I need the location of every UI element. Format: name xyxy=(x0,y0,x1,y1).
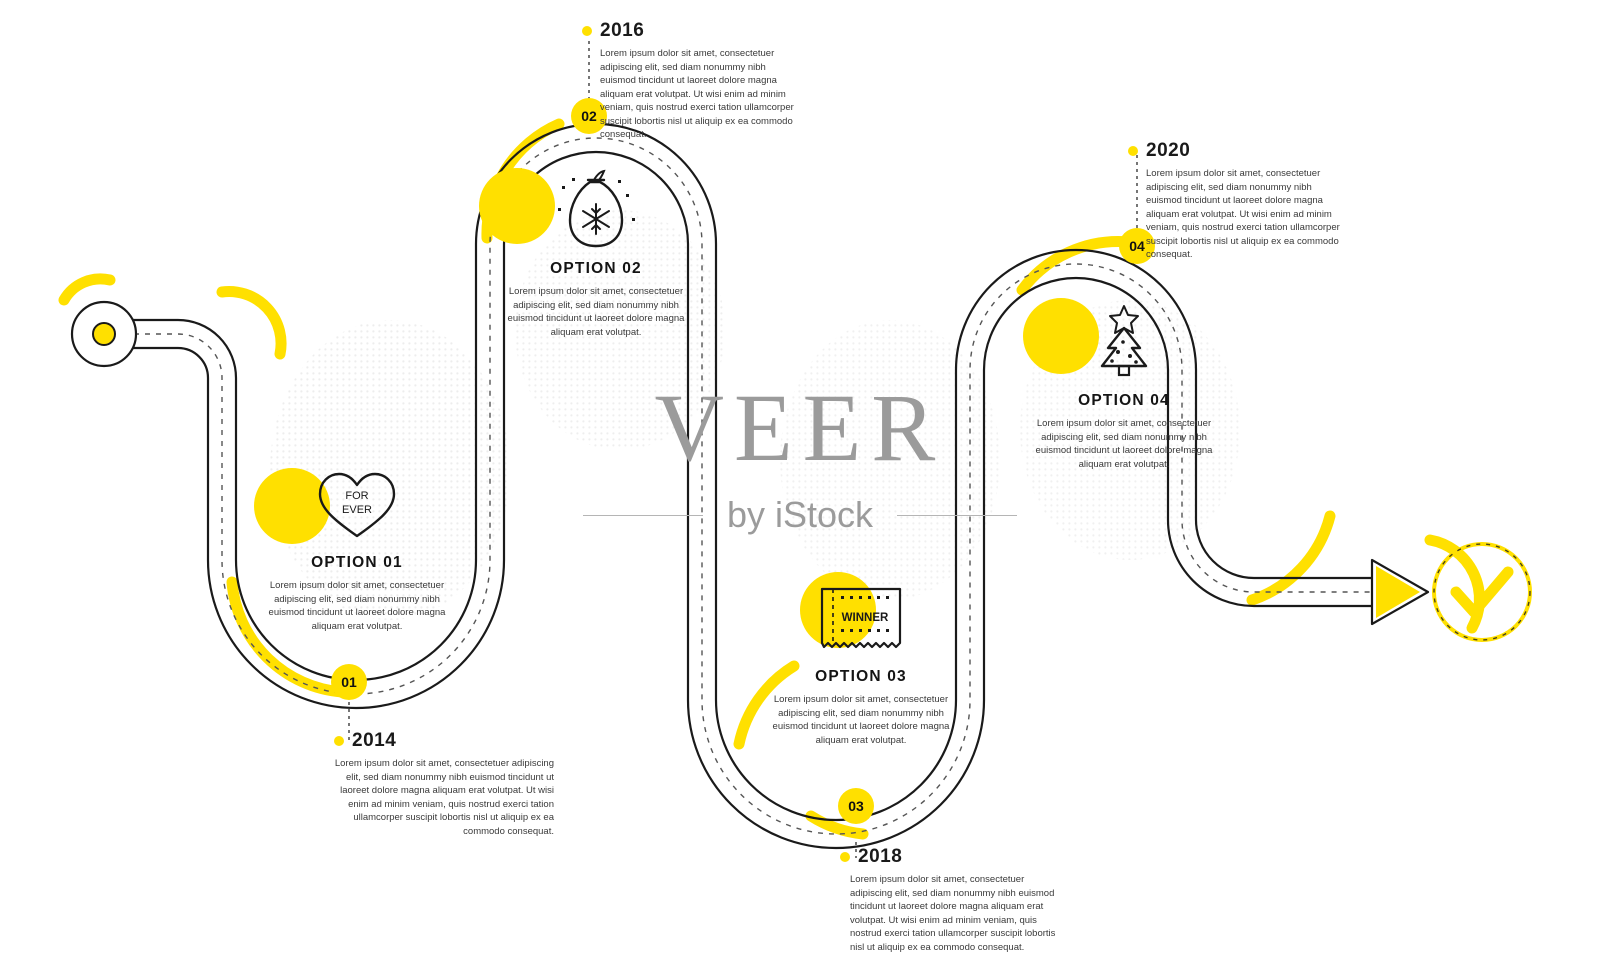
option-card-04[interactable] xyxy=(1029,300,1219,471)
year-description-2018: Lorem ipsum dolor sit amet, consectetuer adipiscing elit, sed diam nonummy nibh euismod tincidunt ut laoreet dolore magna aliquam erat volutpat. Ut wisi enim ad minim veniam, quis nostrud exerci tation ullamcorper suscipit lobortis nisl ut aliquip ex ea commodo consequat. xyxy=(850,874,1056,953)
winner-ticket-icon xyxy=(808,581,914,657)
year-dot-icon xyxy=(582,26,592,36)
option-02-description: Lorem ipsum dolor sit amet, consectetuer adipiscing elit, sed diam nonummy nibh euismod tincidunt ut laoreet dolore magna aliquam erat volutpat. xyxy=(507,286,685,338)
christmas-tree-icon xyxy=(1078,300,1170,386)
option-card-02[interactable] xyxy=(501,168,691,339)
milestone-node-03[interactable] xyxy=(838,788,874,824)
option-01-title: OPTION 01 xyxy=(311,554,403,571)
watermark-sub-text: by iStock xyxy=(726,494,874,535)
start-circle-marker xyxy=(72,302,136,366)
forever-text-line2: EVER xyxy=(342,504,372,516)
year-label-2016: 2016 xyxy=(600,20,645,41)
option-01-description: Lorem ipsum dolor sit amet, consectetuer adipiscing elit, sed diam nonummy nibh euismod tincidunt ut laoreet dolore magna aliquam erat volutpat. xyxy=(268,580,446,632)
year-head-2020 xyxy=(1128,140,1343,162)
option-02-icon-area xyxy=(501,168,691,254)
option-card-03[interactable] xyxy=(766,576,956,747)
arrow-head-marker xyxy=(1372,560,1428,624)
option-04-icon-area xyxy=(1029,300,1219,386)
option-card-01[interactable] xyxy=(262,462,452,633)
year-dot-icon xyxy=(840,852,850,862)
option-01-icon-area xyxy=(262,462,452,548)
year-label-2014: 2014 xyxy=(352,730,397,751)
option-03-icon-area xyxy=(766,576,956,662)
winner-text: WINNER xyxy=(841,612,889,624)
option-02-title: OPTION 02 xyxy=(550,260,642,277)
year-block-2016 xyxy=(582,20,802,142)
milestone-node-01[interactable] xyxy=(331,664,367,700)
year-head-2016 xyxy=(582,20,802,42)
year-description-2014: Lorem ipsum dolor sit amet, consectetuer adipiscing elit, sed diam nonummy nibh euismod tincidunt ut laoreet dolore magna aliquam erat volutpat. Ut wisi enim ad minim veniam, quis nostrud exerci tation ullamcorper suscipit lobortis nisl ut aliquip ex ea commodo consequat. xyxy=(334,758,554,837)
gift-bag-snowflake-icon xyxy=(550,168,642,254)
watermark-main-text: VEER xyxy=(654,374,946,481)
option-04-title: OPTION 04 xyxy=(1078,392,1170,409)
year-block-2020 xyxy=(1128,140,1343,262)
option-03-description: Lorem ipsum dolor sit amet, consectetuer adipiscing elit, sed diam nonummy nibh euismod tincidunt ut laoreet dolore magna aliquam erat volutpat. xyxy=(772,694,950,746)
accent-blob xyxy=(479,168,555,244)
year-block-2014 xyxy=(334,730,554,838)
year-description-2020: Lorem ipsum dolor sit amet, consectetuer adipiscing elit, sed diam nonummy nibh euismod tincidunt ut laoreet dolore magna aliquam erat volutpat. Ut wisi enim ad minim veniam, quis nostrud exerci tation ullamcorper suscipit lobortis nisl ut aliquip ex ea commodo consequat. xyxy=(1146,168,1340,260)
milestone-node-02-label: 02 xyxy=(581,108,597,124)
year-label-2020: 2020 xyxy=(1146,140,1191,161)
year-dot-icon xyxy=(1128,146,1138,156)
year-description-2016: Lorem ipsum dolor sit amet, consectetuer adipiscing elit, sed diam nonummy nibh euismod tincidunt ut laoreet dolore magna aliquam erat volutpat. Ut wisi enim ad minim veniam, quis nostrud exerci tation ullamcorper suscipit lobortis nisl ut aliquip ex ea commodo consequat. xyxy=(600,48,794,140)
option-03-title: OPTION 03 xyxy=(815,668,907,685)
year-label-2018: 2018 xyxy=(858,846,903,867)
heart-forever-icon xyxy=(314,468,400,542)
milestone-node-01-label: 01 xyxy=(341,674,357,690)
year-head-2014 xyxy=(334,730,554,752)
milestone-node-04-label: 04 xyxy=(1129,238,1145,254)
forever-text-line1: FOR xyxy=(345,490,369,502)
year-head-2018 xyxy=(840,846,1065,868)
option-04-description: Lorem ipsum dolor sit amet, consectetuer adipiscing elit, sed diam nonummy nibh euismod tincidunt ut laoreet dolore magna aliquam erat volutpat. xyxy=(1035,418,1213,470)
year-block-2018 xyxy=(840,846,1065,954)
milestone-node-03-label: 03 xyxy=(848,798,864,814)
year-dot-icon xyxy=(334,736,344,746)
